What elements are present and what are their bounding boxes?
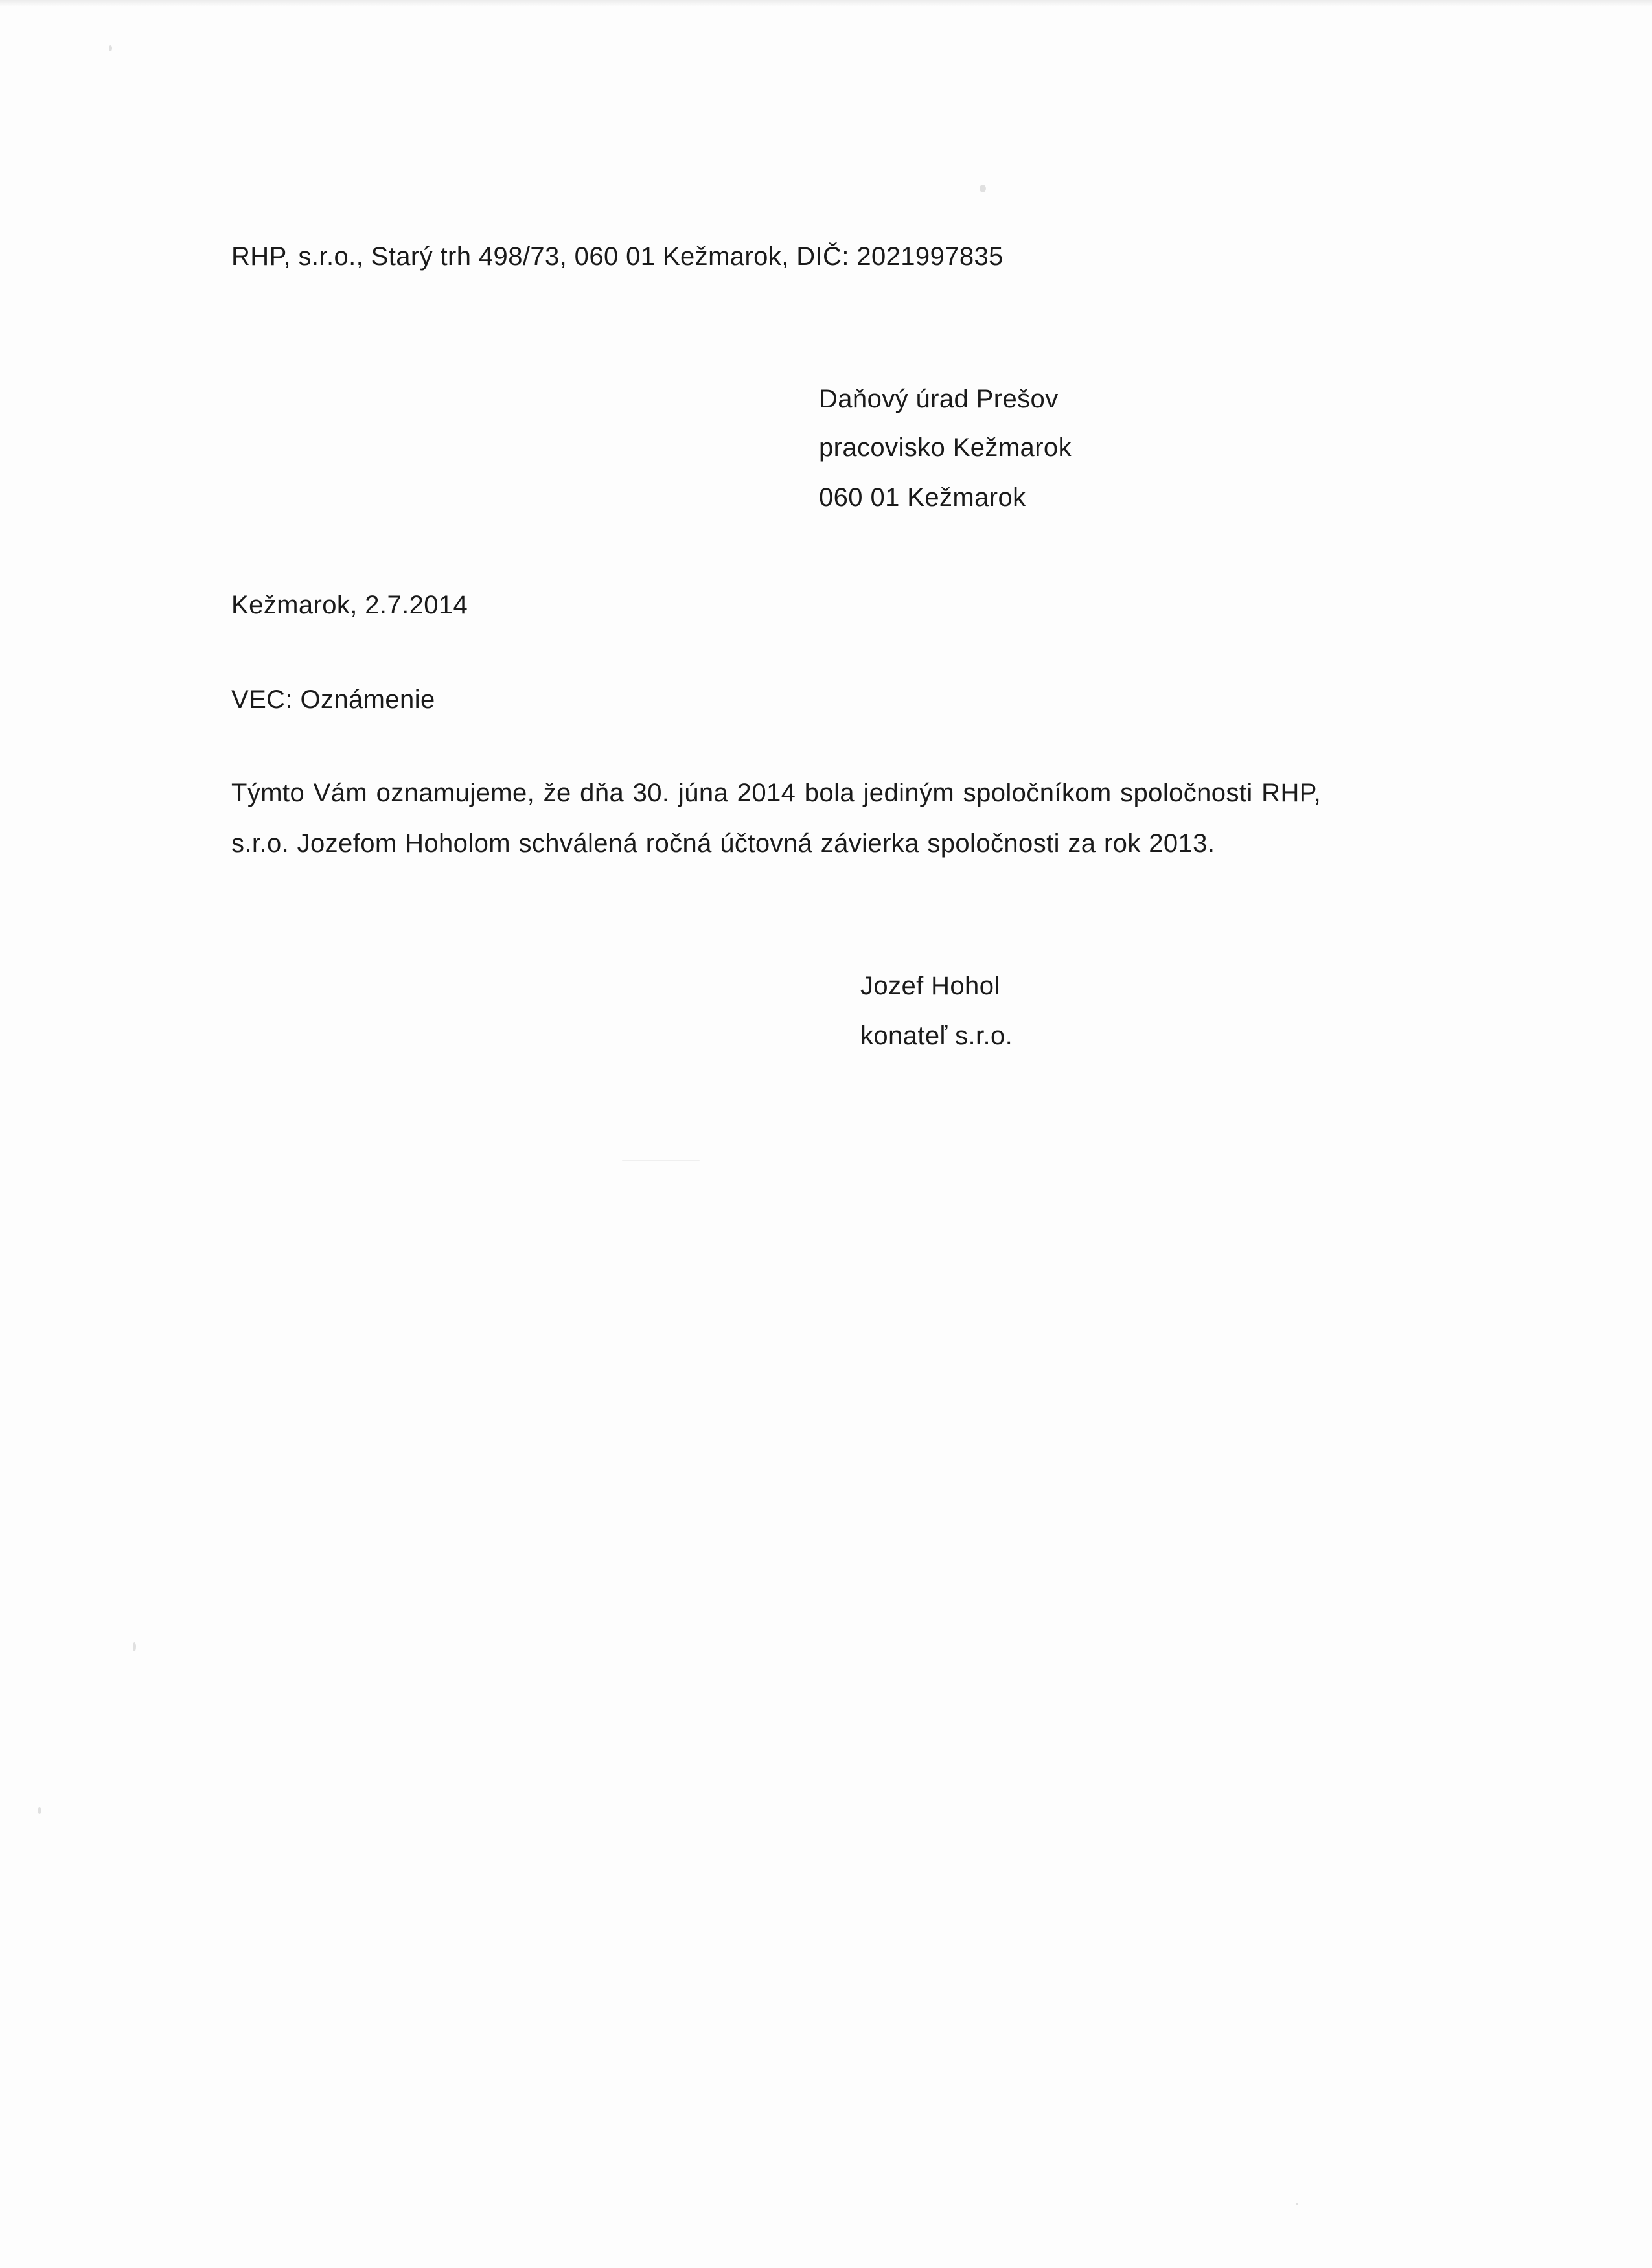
body-text-line-2: s.r.o. Jozefom Hoholom schválená ročná účtovná závierka spoločnosti za rok 2013. bbox=[231, 829, 1215, 858]
recipient-line-2: pracovisko Kežmarok bbox=[819, 433, 1072, 462]
recipient-line-3: 060 01 Kežmarok bbox=[819, 483, 1026, 512]
signatory-title: konateľ s.r.o. bbox=[860, 1022, 1013, 1050]
sender-address-line: RHP, s.r.o., Starý trh 498/73, 060 01 Kežmarok, DIČ: 2021997835 bbox=[231, 242, 1004, 271]
scan-speck bbox=[38, 1807, 41, 1814]
body-text-line-1: Týmto Vám oznamujeme, že dňa 30. júna 2014 bola jediným spoločníkom spoločnosti RHP, bbox=[231, 779, 1322, 807]
signatory-name: Jozef Hohol bbox=[860, 972, 1000, 1000]
scan-speck bbox=[980, 185, 986, 192]
scan-speck bbox=[133, 1642, 136, 1651]
scan-speck bbox=[622, 1160, 700, 1161]
scan-speck bbox=[1296, 2203, 1298, 2205]
subject-line: VEC: Oznámenie bbox=[231, 685, 435, 714]
place-and-date: Kežmarok, 2.7.2014 bbox=[231, 591, 468, 619]
scan-speck bbox=[109, 45, 112, 51]
scan-top-edge bbox=[0, 0, 1652, 6]
recipient-line-1: Daňový úrad Prešov bbox=[819, 385, 1059, 413]
